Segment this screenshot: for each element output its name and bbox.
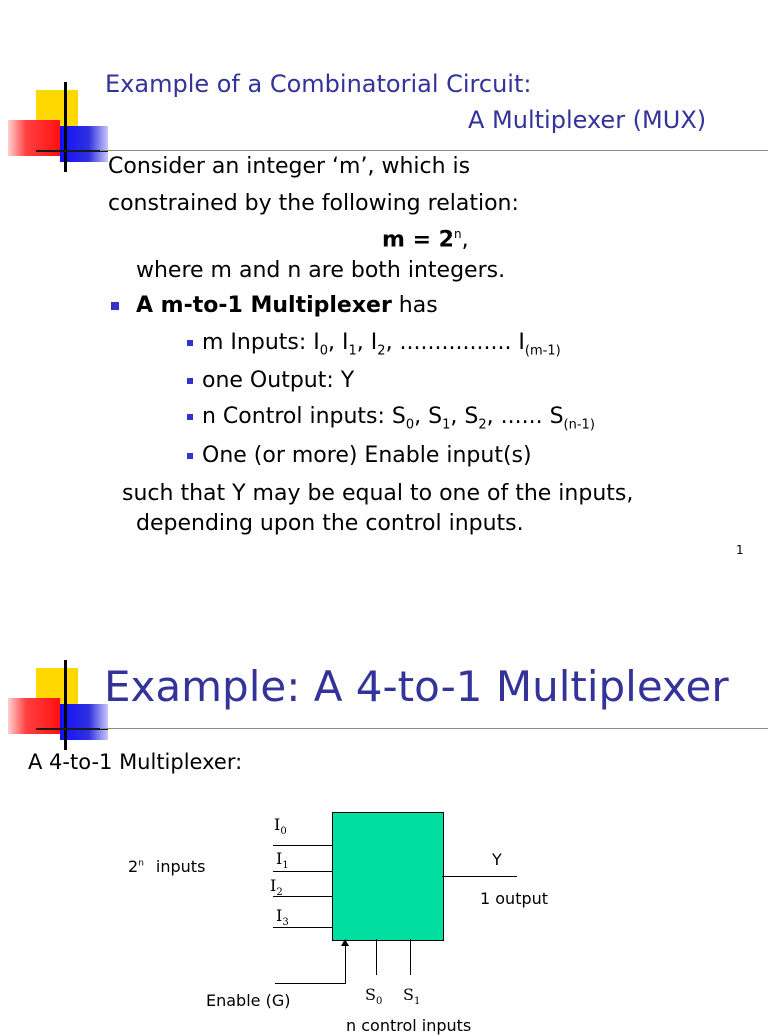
label-i1: $I_1$	[276, 849, 289, 872]
label-i3: $I_3$	[276, 906, 289, 929]
sub-item-enable: One (or more) Enable input(s)	[202, 443, 532, 468]
label-s0: $S_0$	[365, 985, 383, 1008]
sub-item-control: n Control inputs: $S_0$, $S_1$, $S_2$, ...... $S_{(n-1)}$	[202, 404, 595, 433]
label-i0: $I_0$	[274, 815, 287, 838]
slide-2-title: Example: A 4-to-1 Multiplexer	[104, 662, 729, 711]
intro-line-2: constrained by the following relation:	[108, 191, 519, 216]
sub-item-output: one Output: Y	[202, 368, 355, 393]
output-count-label: 1 output	[480, 889, 549, 908]
enable-line-horizontal	[275, 983, 346, 984]
control-inputs-label: n control inputs	[346, 1016, 472, 1035]
slide-1-title-line2: A Multiplexer (MUX)	[468, 106, 707, 134]
slide-1-title-line1: Example of a Combinatorial Circuit:	[105, 70, 532, 98]
slide-2	[0, 640, 768, 1035]
output-line	[442, 876, 517, 877]
enable-line-vertical	[345, 943, 346, 984]
enable-arrow-icon	[341, 939, 349, 946]
sub-bullet-marker	[187, 414, 193, 420]
closing-line-2: depending upon the control inputs.	[136, 511, 524, 536]
slide-2-subtitle: A 4-to-1 Multiplexer:	[28, 750, 243, 774]
label-s1: $S_1$	[403, 985, 421, 1008]
inputs-label: 2$^n$ inputs	[128, 857, 206, 876]
mux-block	[332, 812, 444, 941]
output-y-label: Y	[492, 850, 502, 869]
sub-item-inputs: m Inputs: $I_0$, $I_1$, $I_2$, ................ $I_{(m-1)}$	[202, 330, 561, 359]
input-line-i0	[273, 845, 333, 846]
closing-line-1: such that Y may be equal to one of the inputs,	[122, 481, 634, 506]
page-number: 1	[736, 543, 744, 557]
enable-label: Enable (G)	[206, 991, 291, 1010]
sub-bullet-marker	[187, 340, 193, 346]
equation: $m = 2^n$,	[382, 227, 469, 253]
bullet-marker	[111, 302, 119, 310]
bullet-mux-has: A m-to-1 Multiplexer has	[136, 293, 438, 318]
sub-bullet-marker	[187, 453, 193, 459]
label-i2: $I_2$	[270, 876, 283, 899]
slide-logo-icon	[8, 82, 108, 172]
mux-diagram	[0, 640, 768, 1035]
control-line-s1	[410, 939, 411, 975]
control-line-s0	[376, 939, 377, 975]
title-underline	[100, 150, 768, 151]
where-line: where m and n are both integers.	[136, 258, 506, 283]
intro-line-1: Consider an integer ‘m’, which is	[108, 154, 471, 179]
sub-bullet-marker	[187, 378, 193, 384]
